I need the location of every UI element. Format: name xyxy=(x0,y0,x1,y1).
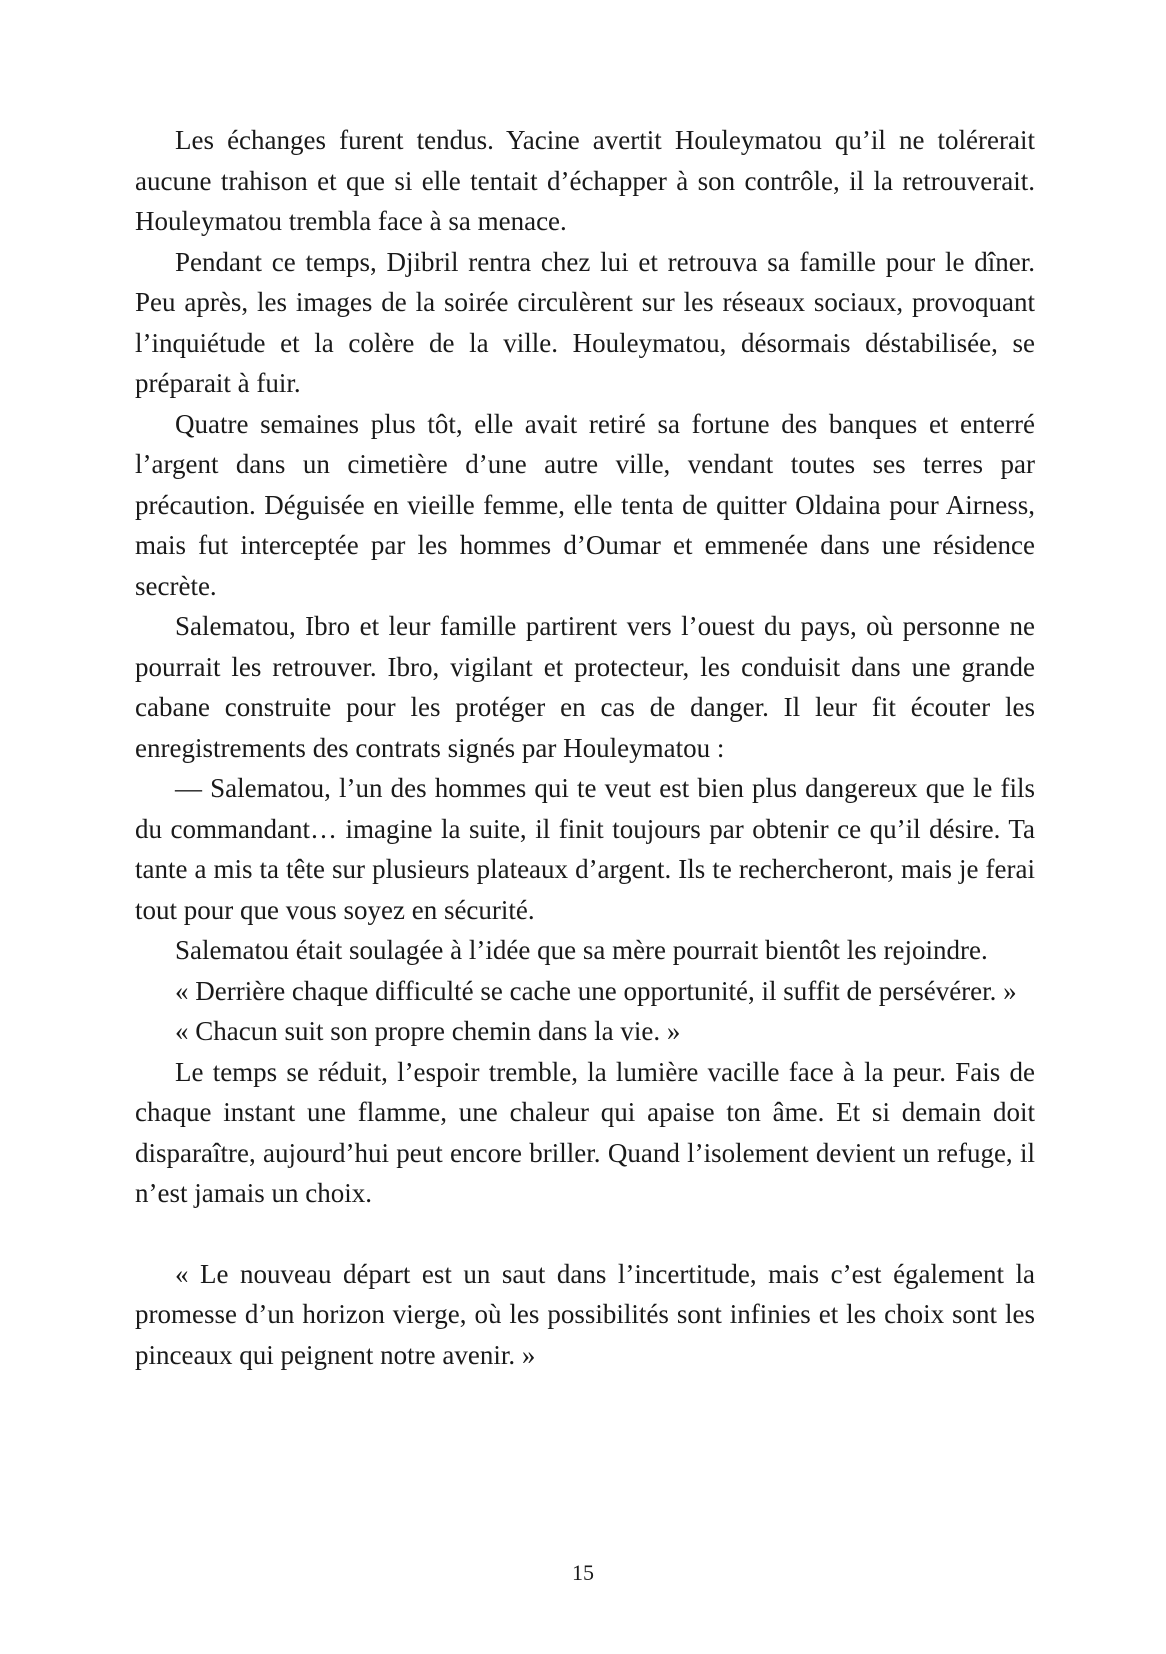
paragraph: Pendant ce temps, Djibril rentra chez lui et retrouva sa famille pour le dîner. Peu après, les images de la soirée circulèrent sur les réseaux sociaux, provoquant l’inquiétude et la colère de la ville. Houleymatou, désormais déstabilisée, se préparait à fuir. xyxy=(135,246,1035,398)
paragraph: Salematou était soulagée à l’idée que sa mère pourrait bientôt les rejoindre. xyxy=(175,935,988,965)
quote-paragraph: « Derrière chaque difficulté se cache une opportunité, il suffit de persévérer. » xyxy=(175,975,1017,1006)
paragraph: Les échanges furent tendus. Yacine avertit Houleymatou qu’il ne tolérerait aucune trahison et que si elle tentait d’échapper à son contrôle, il la retrouverait. Houleymatou trembla face à sa menace. xyxy=(135,125,1035,236)
closing-quote-paragraph: « Le nouveau départ est un saut dans l’incertitude, mais c’est également la promesse d’un horizon vierge, où les possibilités sont infinies et les choix sont les pinceaux qui peignent notre avenir. » xyxy=(135,1258,1035,1370)
dialogue-paragraph: — Salematou, l’un des hommes qui te veut est bien plus dangereux que le fils du commandant… imagine la suite, il finit toujours par obtenir ce qu’il désire. Ta tante a mis ta tête sur plusieurs plateaux d’argent. Ils te rechercheront, mais je ferai tout pour que vous soyez en sécurité. xyxy=(135,773,1035,925)
page-number: 15 xyxy=(572,1560,594,1585)
paragraph: Le temps se réduit, l’espoir tremble, la lumière vacille face à la peur. Fais de chaque instant une flamme, une chaleur qui apaise ton âme. Et si demain doit disparaître, aujourd’hui peut encore briller. Quand l’isolement devient un refuge, il n’est jamais un choix. xyxy=(135,1056,1035,1208)
paragraph: Quatre semaines plus tôt, elle avait retiré sa fortune des banques et enterré l’argent dans un cimetière d’une autre ville, vendant toutes ses terres par précaution. Déguisée en vieille femme, elle tenta de quitter Oldaina pour Airness, mais fut interceptée par les hommes d’Oumar et emmenée dans une résidence secrète. xyxy=(135,408,1035,601)
quote-paragraph: « Chacun suit son propre chemin dans la vie. » xyxy=(175,1016,681,1046)
paragraph: Salematou, Ibro et leur famille partirent vers l’ouest du pays, où personne ne pourrait les retrouver. Ibro, vigilant et protecteur, les conduisit dans une grande cabane construite pour les protéger en cas de danger. Il leur fit écouter les enregistrements des contrats signés par Houleymatou : xyxy=(135,611,1035,763)
body-text xyxy=(135,120,1035,1375)
